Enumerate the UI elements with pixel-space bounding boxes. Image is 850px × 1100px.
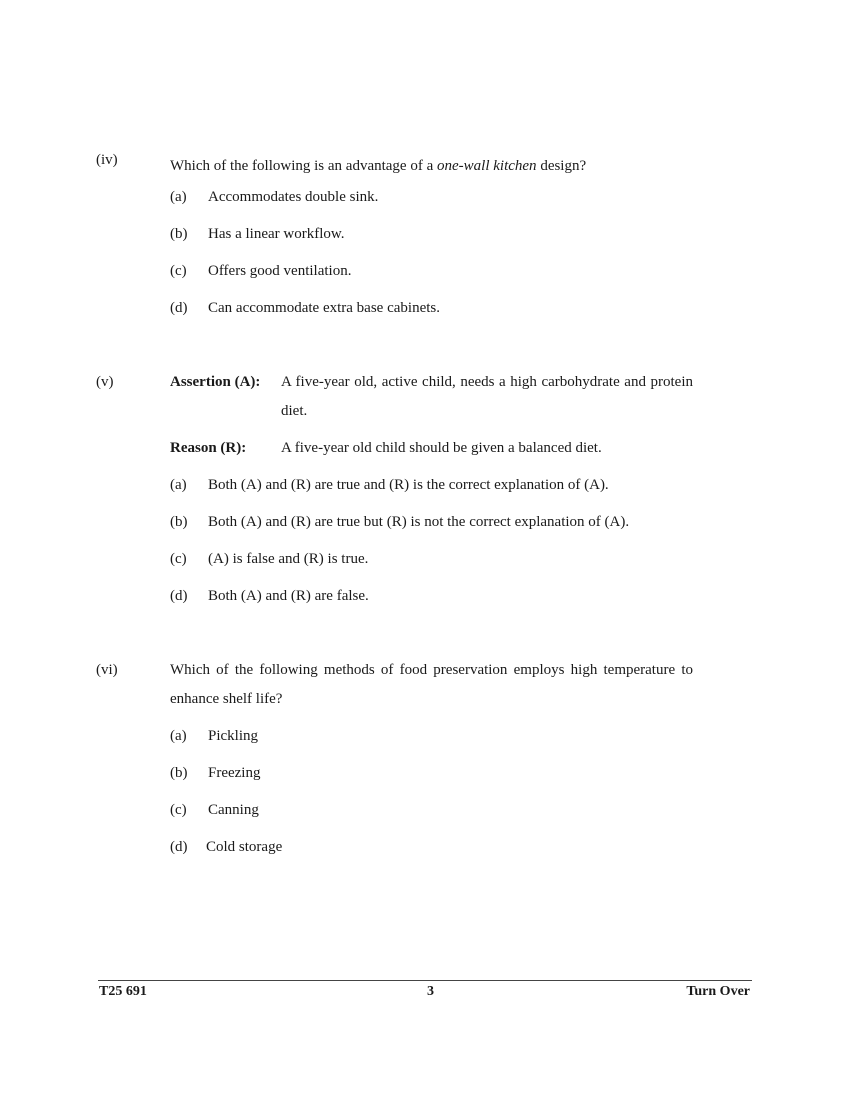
option-label: (b) [170,226,188,242]
option-text: Both (A) and (R) are true but (R) is not the correct explanation of (A). [208,514,630,530]
footer-turn-over: Turn Over [686,984,750,999]
option-label: (c) [170,551,187,567]
option-text: Freezing [208,765,261,781]
option-text: Pickling [208,728,259,744]
option-text: Both (A) and (R) are true and (R) is the correct explanation of (A). [208,477,609,493]
reason-label: Reason (R): [170,440,247,456]
option-text: Has a linear workflow. [208,226,345,242]
option-label: (a) [170,477,187,493]
option-text: Accommodates double sink. [208,189,379,205]
assertion-text: A five-year old, active child, needs a high carbohydrate and protein diet. [281,374,693,419]
option-text: Canning [208,802,259,818]
assertion-label: Assertion (A): [170,374,261,390]
option-text: Can accommodate extra base cabinets. [208,300,440,316]
footer-divider [98,980,752,981]
option-text: Offers good ventilation. [208,263,352,279]
option-label: (a) [170,728,187,744]
stem-text-before: Which of the following is an advantage of a [170,158,437,174]
option-label: (c) [170,263,187,279]
question-stem [170,152,693,181]
stem-text-italic: one-wall kitchen [437,158,537,174]
option-label: (d) [170,839,188,855]
question-number: (iv) [96,152,118,168]
option-label: (a) [170,189,187,205]
stem-text-after: design? [536,158,587,174]
footer-code: T25 691 [99,984,147,999]
option-label: (d) [170,588,188,604]
question-stem: Which of the following methods of food preservation employs high temperature to enhance shelf life? [170,662,693,707]
question-number: (vi) [96,662,118,678]
option-text: Cold storage [206,839,283,855]
option-label: (c) [170,802,187,818]
question-number: (v) [96,374,114,390]
option-label: (d) [170,300,188,316]
option-text: Both (A) and (R) are false. [208,588,369,604]
option-label: (b) [170,514,188,530]
footer-page-number: 3 [427,984,434,999]
option-label: (b) [170,765,188,781]
reason-text: A five-year old child should be given a balanced diet. [281,440,602,456]
option-text: (A) is false and (R) is true. [208,551,369,567]
